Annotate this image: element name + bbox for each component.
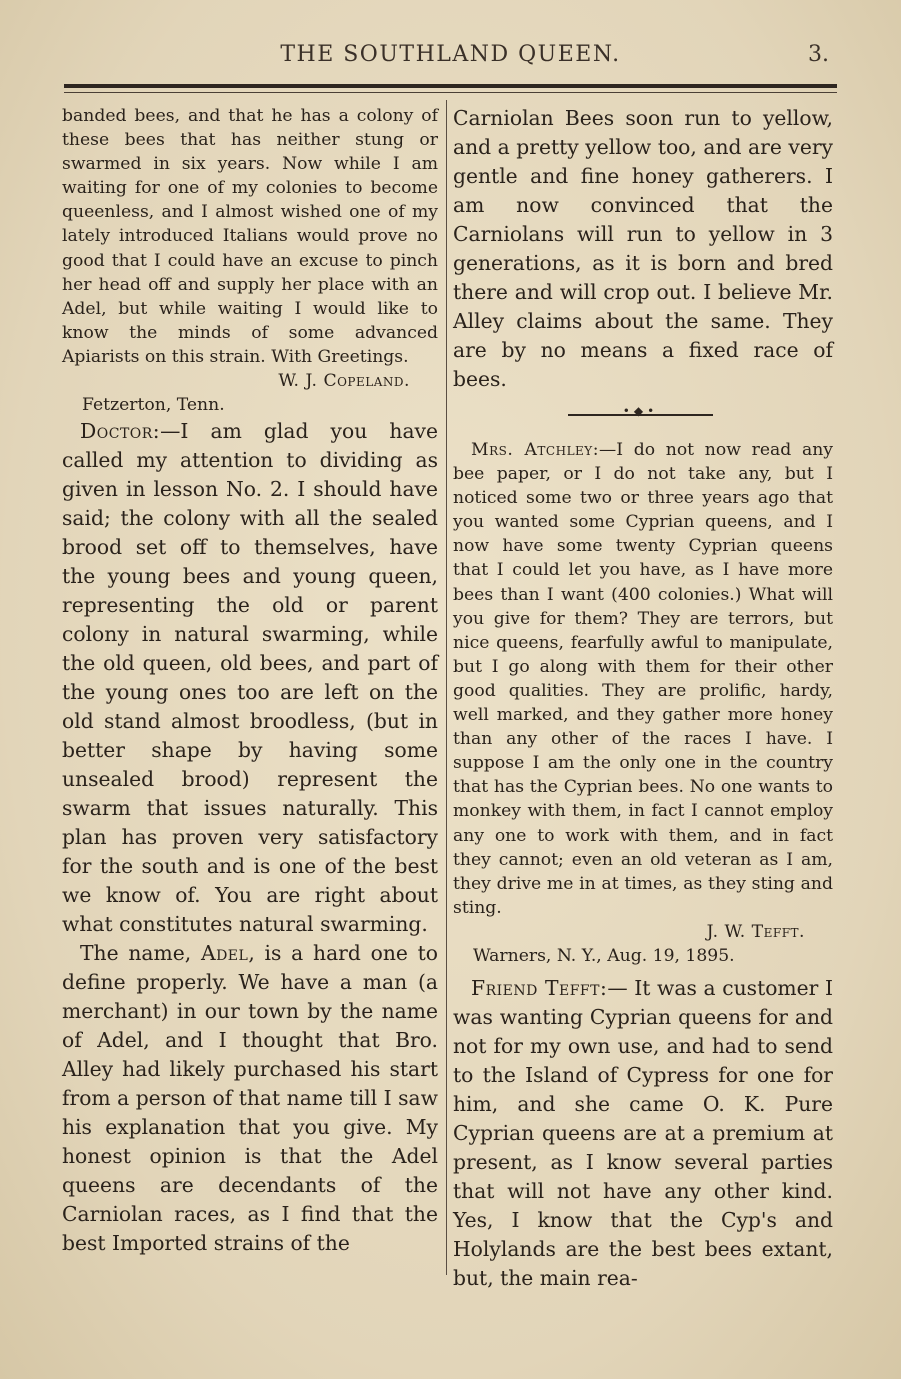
header-rule-thin <box>64 92 837 93</box>
left-paragraph-doctor <box>62 417 438 939</box>
letter-tefft-body: —I do not now read any bee paper, or I do not take any, but I noticed some two or three years ago that you wanted some Cyprian queens, and I now have some twenty Cyprian queens that I could let you have, as I have more bees than I want (400 colonies.) What will you give for them? They are terrors, but nice queens, fearfully awful to manipulate, but I go along with them for their other good qualities. They are prolific, hardy, well marked, and they gather more honey than any other of the races I have. I suppose I am the only one in the country that has the Cyprian bees. No one wants to monkey with them, in fact I cannot employ any one to work with them, and in fact they cannot; even an old veteran as I am, they drive me in at times, as they sting and sting. <box>453 440 833 918</box>
letter-tefft <box>453 438 833 920</box>
signature-tefft: J. W. Tefft. <box>706 921 805 942</box>
header-rule-thick <box>64 84 837 88</box>
signature-copeland: W. J. Copeland. <box>278 371 410 392</box>
dateline-fetzerton: Fetzerton, Tenn. <box>82 395 225 416</box>
right-paragraph-1: Carniolan Bees soon run to yellow, and a pretty yellow too, and are very gentle and fine honey gatherers. I am now convinced that the Carniolans will run to yellow in 3 generations, as it is born and bred there and will crop out. I believe Mr. Alley claims about the same. They are by no means a fixed race of bees. <box>453 106 833 391</box>
left-paragraph-adel <box>62 939 438 1258</box>
running-head <box>0 38 901 74</box>
publication-title: THE SOUTHLAND QUEEN. <box>280 42 621 67</box>
column-divider <box>446 100 447 1275</box>
salutation-friend-tefft: Friend Tefft: <box>471 976 608 1001</box>
salutation-mrs-atchley: Mrs. Atchley: <box>471 440 600 460</box>
section-ornament <box>453 400 833 436</box>
reply-tefft-body: — It was a customer I was wanting Cyprian queens for and not for my own use, and had to send to the Island of Cypress for one for him, and she came O. K. Pure Cyprian queens are at a premium at present, as I know several parties that will not have any other kind. Yes, I know that the Cyp's and Holylands are the best bees extant, but, the main rea- <box>453 976 833 1291</box>
page-number: 3. <box>808 42 829 67</box>
left-paragraph-1: banded bees, and that he has a colony of these bees that has neither stung or swarmed in six years. Now while I am waiting for one of my colonies to become queenless, and I almost wished one of my lately introduced Italians would prove no good that I could have an excuse to pinch her head off and supply her place with an Adel, but while waiting I would like to know the minds of some advanced Apiarists on this strain. With Greetings. <box>62 106 438 367</box>
reply-tefft <box>453 974 833 1293</box>
adel-name: Adel <box>200 941 249 966</box>
salutation-doctor: Doctor: <box>80 419 161 444</box>
right-column <box>453 104 833 1293</box>
adel-paragraph-rest: , is a hard one to define properly. We have a man (a merchant) in our town by the name of Adel, and I thought that Bro. Alley had likely purchased his start from a person of that name till I saw his explanation that you give. My honest opinion is that the Adel queens are decendants of the Carniolan races, as I find that the best Imported strains of the <box>62 941 438 1256</box>
ornament-dots: •◆• <box>622 404 659 418</box>
adel-paragraph-start: The name, <box>80 941 201 966</box>
left-column <box>62 104 438 1258</box>
doctor-reply-body: —I am glad you have called my attention to dividing as given in lesson No. 2. I should have said; the colony with all the sealed brood set off to themselves, have the young bees and young queen, representing the old or parent colony in natural swarming, while the old queen, old bees, and part of the young ones too are left on the old stand almost broodless, (but in better shape by having some unsealed brood) represent the swarm that issues naturally. This plan has proven very satisfactory for the south and is one of the best we know of. You are right about what constitutes natural swarming. <box>62 419 438 937</box>
dateline-warners: Warners, N. Y., Aug. 19, 1895. <box>473 945 735 966</box>
